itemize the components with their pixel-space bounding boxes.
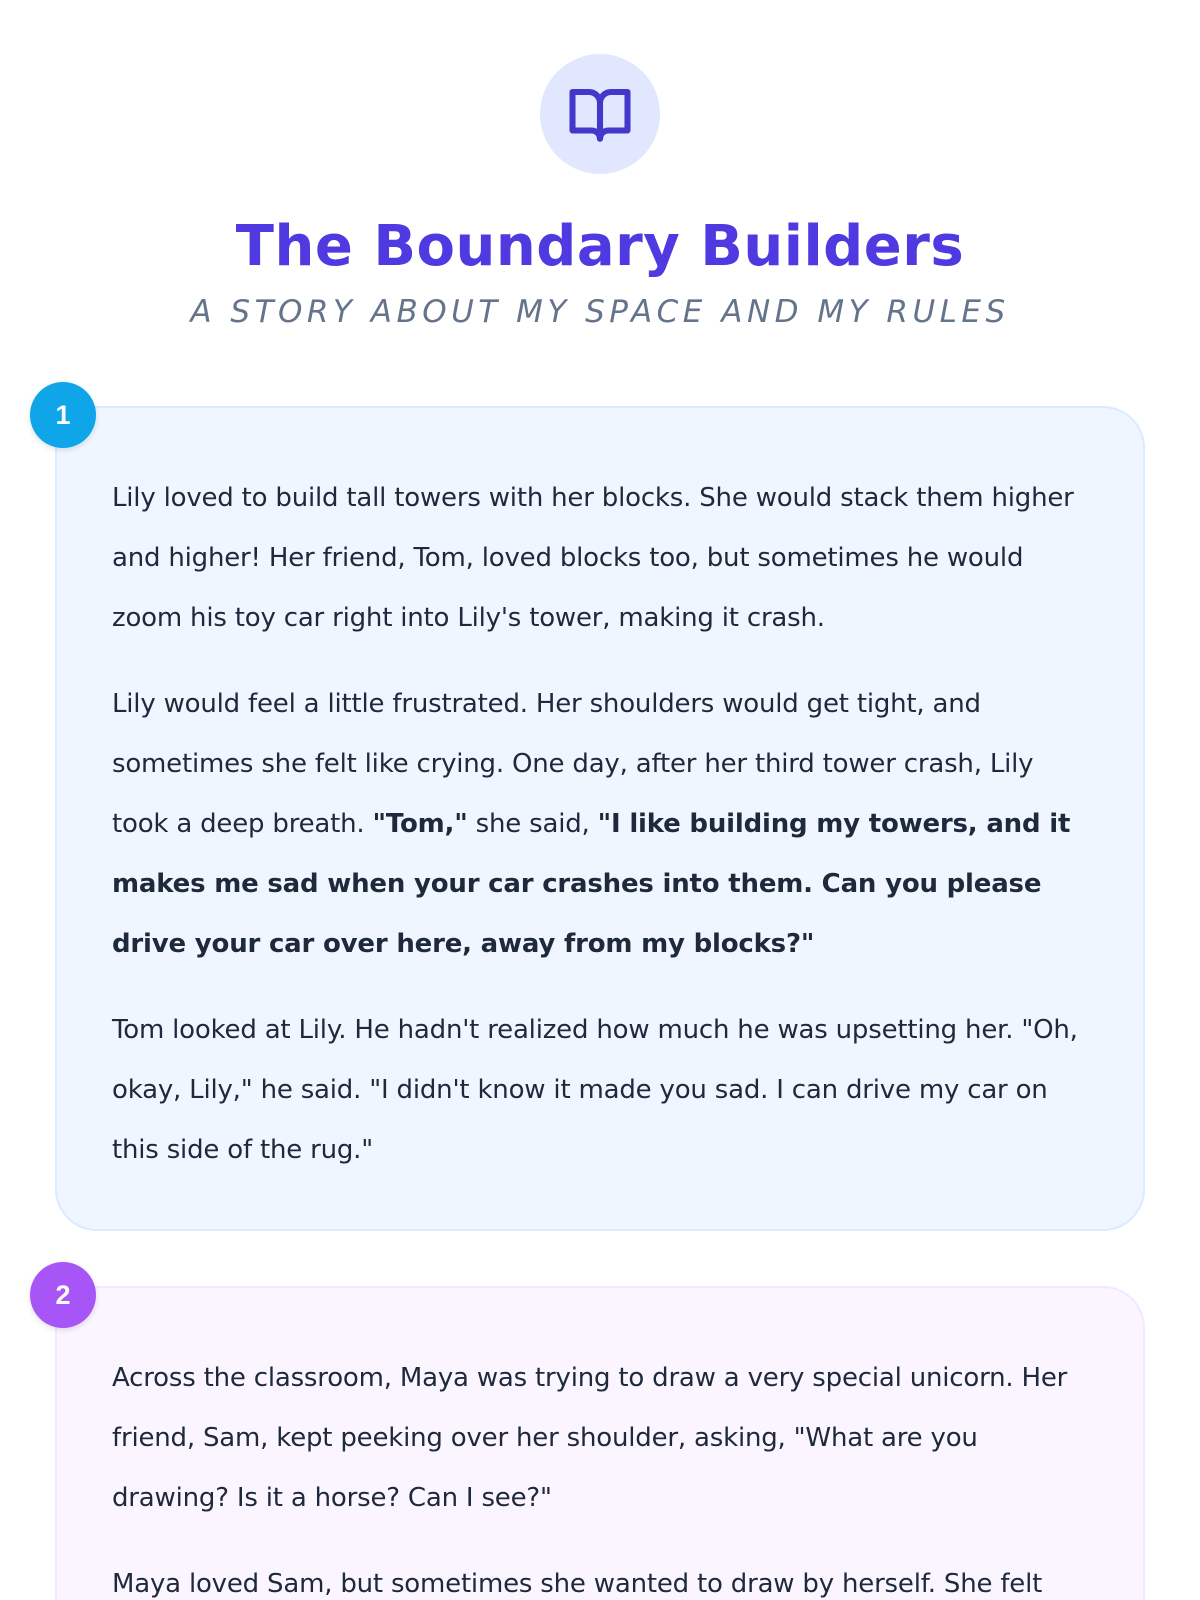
section-1-paragraph-2 bbox=[112, 674, 1087, 974]
section-2-paragraph-1: Across the classroom, Maya was trying to draw a very special unicorn. Her friend, Sam, kept peeking over her shoulder, asking, "What are you drawing? Is it a horse? Can I see?" bbox=[112, 1363, 1068, 1513]
paragraph-text: Lily would feel a little frustrated. Her shoulders would get tight, and sometimes she felt like crying. One day, after her third tower crash, Lily took a deep breath. bbox=[112, 689, 1034, 839]
dialogue-bold: "I like building my towers, and it makes me sad when your car crashes into them. Can you please drive your car over here, away from my blocks?" bbox=[112, 809, 1071, 959]
book-badge bbox=[540, 54, 660, 174]
book-open-icon bbox=[567, 81, 633, 147]
section-number-badge: 1 bbox=[30, 382, 96, 448]
paragraph-text: she said, bbox=[467, 809, 598, 839]
story-section-2 bbox=[55, 1286, 1145, 1600]
section-1-paragraph-1: Lily loved to build tall towers with her blocks. She would stack them higher and higher! Her friend, Tom, loved blocks too, but sometimes he would zoom his toy car right into Lily's tower, making it crash. bbox=[112, 483, 1074, 633]
story-header bbox=[0, 0, 1200, 360]
story-section-1 bbox=[55, 406, 1145, 1231]
story-subtitle: A STORY ABOUT MY SPACE AND MY RULES bbox=[190, 294, 1010, 330]
section-1-paragraph-3: Tom looked at Lily. He hadn't realized how much he was upsetting her. "Oh, okay, Lily," he said. "I didn't know it made you sad. I can drive my car on this side of the rug." bbox=[112, 1015, 1078, 1165]
section-2-paragraph-2: Maya loved Sam, but sometimes she wanted to draw by herself. She felt bbox=[112, 1569, 1043, 1599]
dialogue-bold: "Tom," bbox=[372, 809, 468, 839]
story-title: The Boundary Builders bbox=[235, 214, 965, 279]
section-number-badge: 2 bbox=[30, 1262, 96, 1328]
